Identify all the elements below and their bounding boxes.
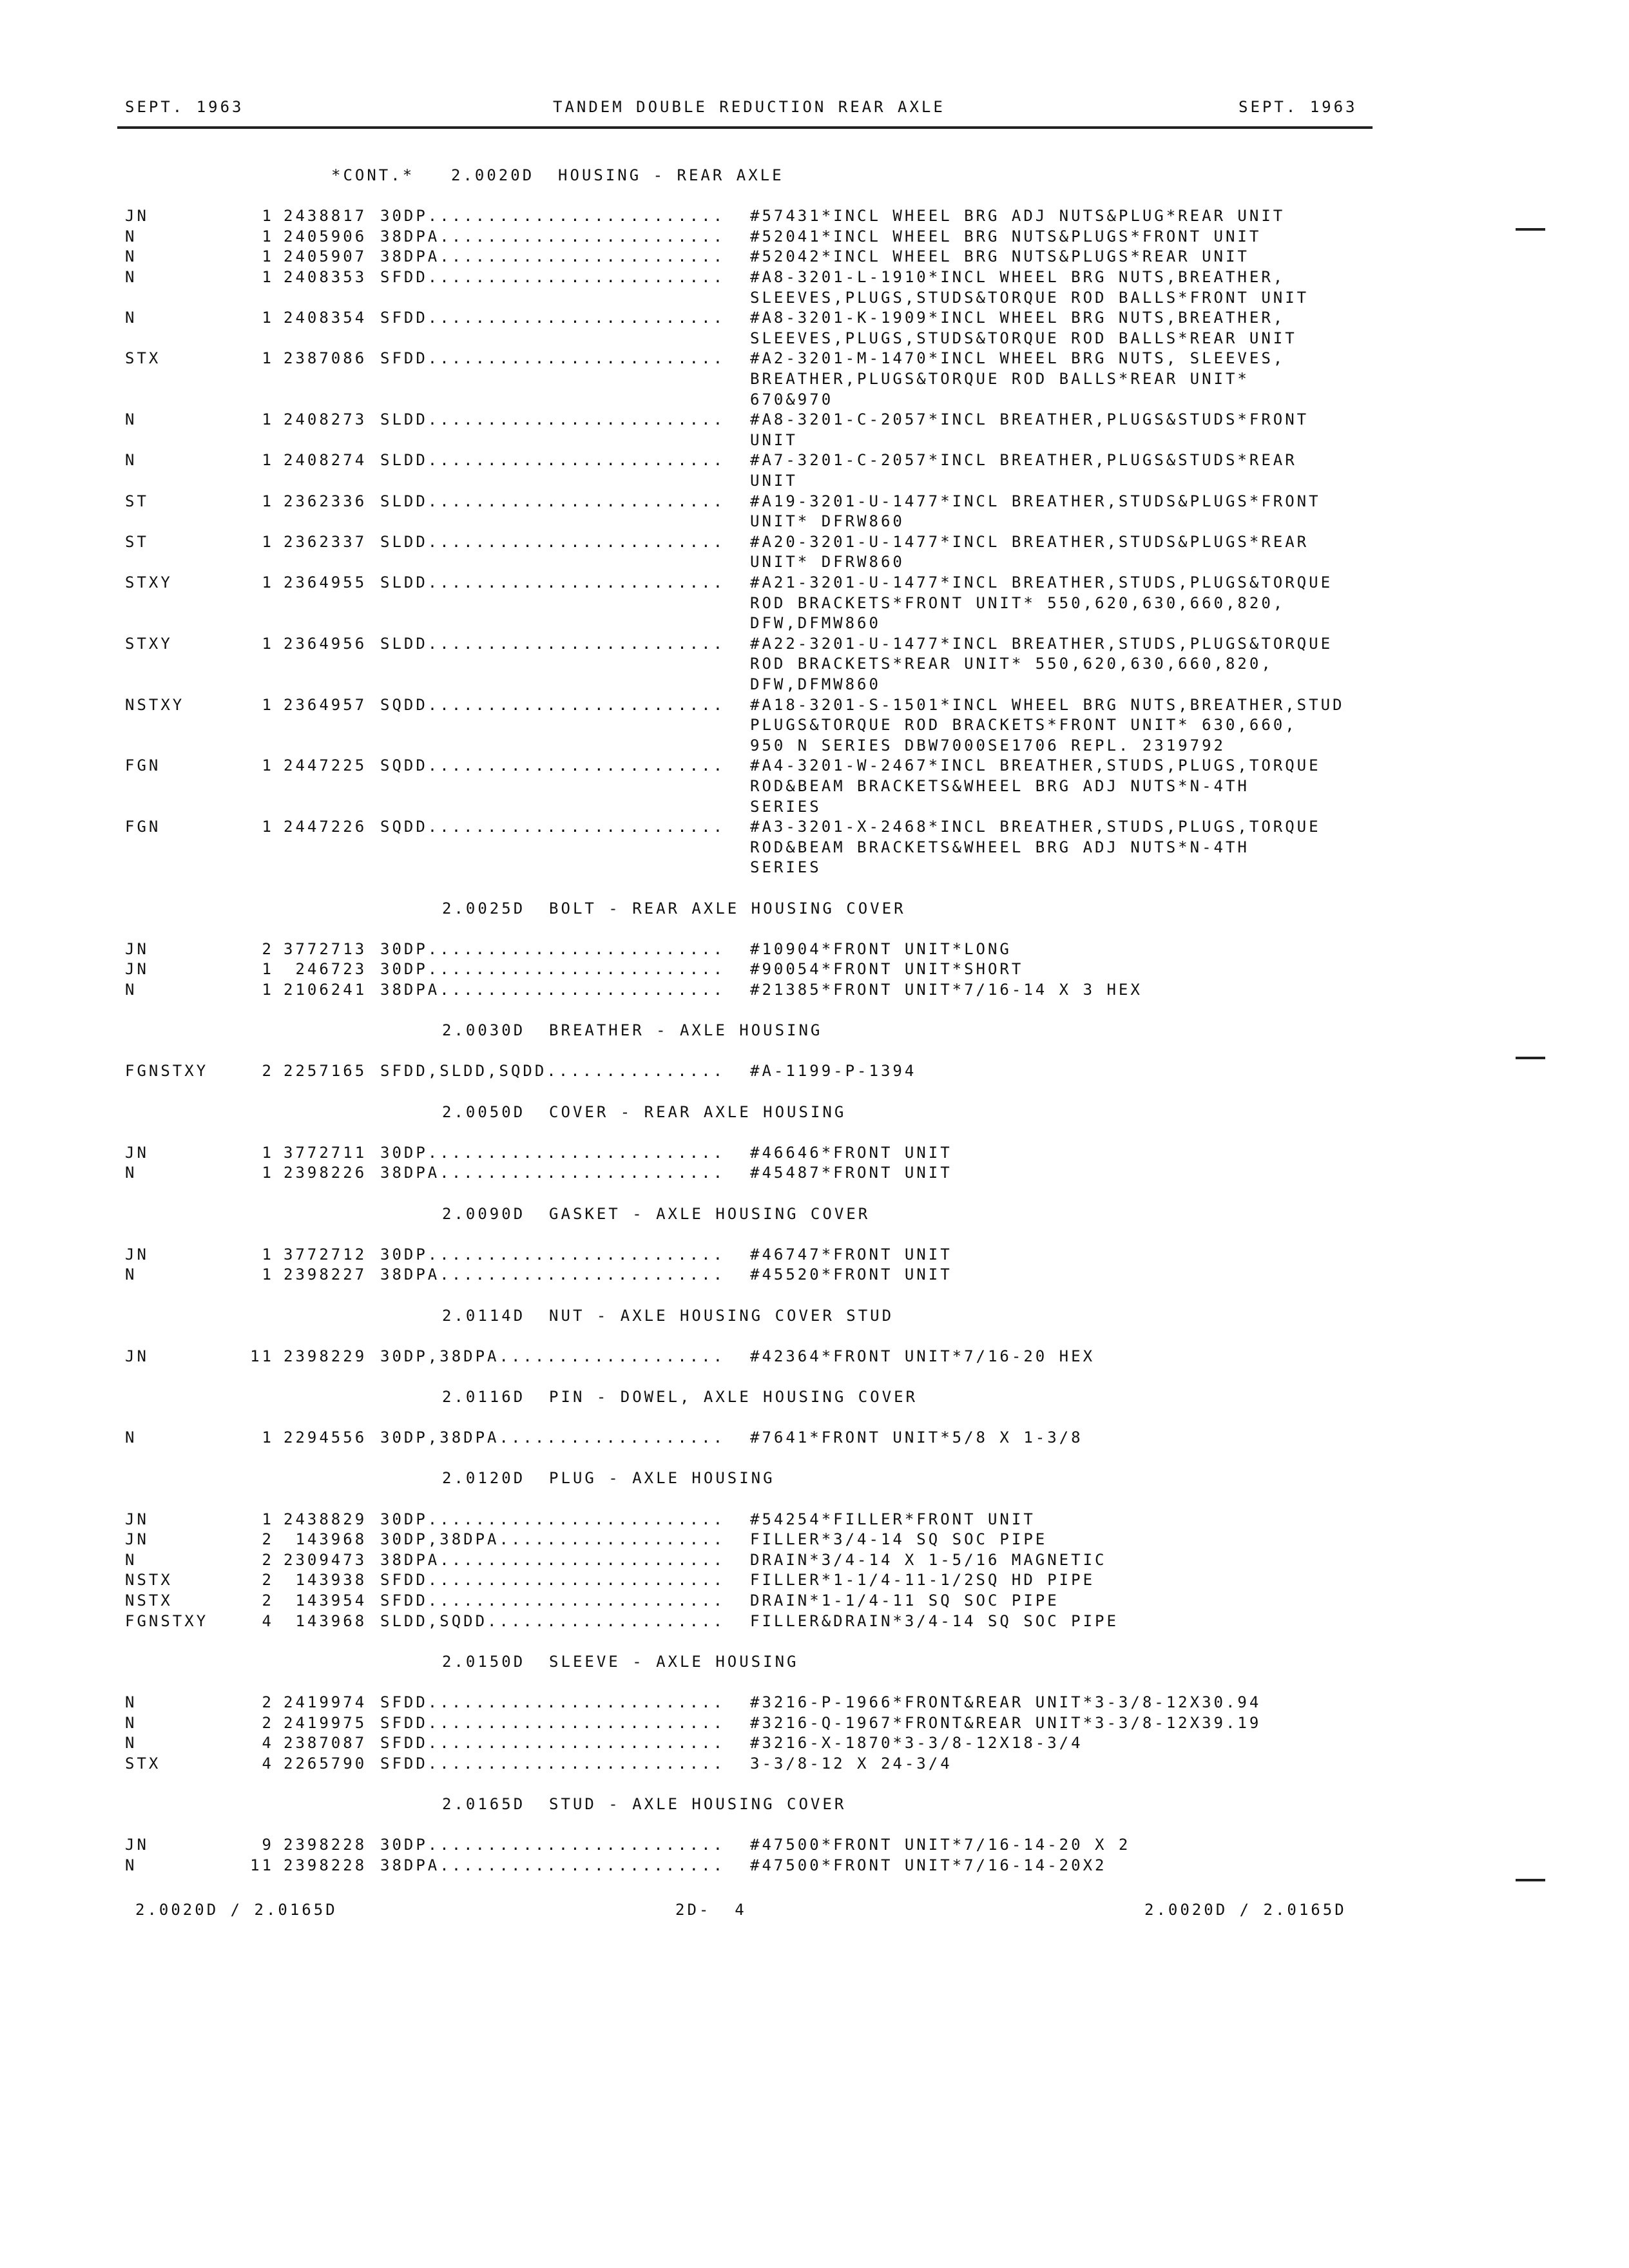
part-description-line: DRAIN*1-1/4-11 SQ SOC PIPE bbox=[750, 1591, 1059, 1610]
model-applicability: 38DPA........................ bbox=[380, 1265, 726, 1284]
part-entry-row bbox=[0, 1346, 1629, 1367]
series-code: N bbox=[125, 1734, 137, 1753]
part-entry-row bbox=[0, 1427, 1629, 1448]
part-description-line: #A3-3201-X-2468*INCL BREATHER,STUDS,PLUGS,TORQUE bbox=[750, 818, 1321, 836]
part-number: 143938 bbox=[284, 1571, 367, 1590]
part-description-line: DRAIN*3/4-14 X 1-5/16 MAGNETIC bbox=[750, 1550, 1107, 1569]
model-applicability: 30DP......................... bbox=[380, 939, 726, 958]
part-entry-continuation bbox=[0, 857, 1629, 878]
part-description-line: #A19-3201-U-1477*INCL BREATHER,STUDS&PLUGS*FRONT bbox=[750, 492, 1321, 510]
model-applicability: SFDD......................... bbox=[380, 1713, 726, 1732]
model-applicability: SLDD......................... bbox=[380, 573, 726, 591]
part-description-line: #21385*FRONT UNIT*7/16-14 X 3 HEX bbox=[750, 981, 1142, 999]
model-applicability: SFDD......................... bbox=[380, 1754, 726, 1773]
section-heading: 2.0114D NUT - AXLE HOUSING COVER STUD bbox=[442, 1306, 894, 1325]
part-description-line: DFW,DFMW860 bbox=[750, 675, 881, 693]
quantity: 9 bbox=[262, 1836, 274, 1854]
series-code: NSTX bbox=[125, 1571, 173, 1590]
part-number: 2364956 bbox=[284, 634, 367, 653]
quantity: 2 bbox=[262, 1550, 274, 1569]
part-description-line: #A20-3201-U-1477*INCL BREATHER,STUDS&PLUGS*REAR bbox=[750, 532, 1309, 551]
quantity: 1 bbox=[262, 960, 274, 979]
part-description-line: BREATHER,PLUGS&TORQUE ROD BALLS*REAR UNIT* bbox=[750, 370, 1249, 388]
part-entry-row bbox=[0, 572, 1629, 593]
section-heading-row bbox=[0, 165, 1629, 186]
series-code: NSTX bbox=[125, 1591, 173, 1610]
quantity: 4 bbox=[262, 1734, 274, 1753]
quantity: 1 bbox=[262, 532, 274, 551]
quantity: 1 bbox=[262, 1510, 274, 1528]
header-title: TANDEM DOUBLE REDUCTION REAR AXLE bbox=[553, 98, 945, 116]
model-applicability: 30DP,38DPA................... bbox=[380, 1347, 726, 1365]
part-number: 2408273 bbox=[284, 410, 367, 429]
part-entry-continuation bbox=[0, 593, 1629, 613]
part-description-line: #A4-3201-W-2467*INCL BREATHER,STUDS,PLUGS,TORQUE bbox=[750, 756, 1321, 775]
quantity: 2 bbox=[262, 1062, 274, 1081]
quantity: 1 bbox=[262, 818, 274, 836]
part-entry-row bbox=[0, 1713, 1629, 1733]
model-applicability: 30DP......................... bbox=[380, 1245, 726, 1264]
part-description-line: #46747*FRONT UNIT bbox=[750, 1245, 952, 1264]
part-description-line: #3216-Q-1967*FRONT&REAR UNIT*3-3/8-12X39.19 bbox=[750, 1713, 1262, 1732]
series-code: N bbox=[125, 309, 137, 327]
model-applicability: 38DPA........................ bbox=[380, 247, 726, 266]
part-number: 3772713 bbox=[284, 939, 367, 958]
part-number: 2408354 bbox=[284, 309, 367, 327]
part-entry-row bbox=[0, 1529, 1629, 1550]
series-code: JN bbox=[125, 1347, 149, 1365]
part-entry-continuation bbox=[0, 470, 1629, 491]
part-entry-row bbox=[0, 1733, 1629, 1753]
part-number: 143968 bbox=[284, 1611, 367, 1630]
model-applicability: 30DP......................... bbox=[380, 960, 726, 979]
part-number: 2438817 bbox=[284, 207, 367, 226]
part-description-line: #A-1199-P-1394 bbox=[750, 1062, 917, 1081]
footer-range-left: 2.0020D / 2.0165D bbox=[135, 1901, 338, 1919]
part-number: 2265790 bbox=[284, 1754, 367, 1773]
section-heading: 2.0116D PIN - DOWEL, AXLE HOUSING COVER bbox=[442, 1388, 918, 1406]
part-description-line: ROD BRACKETS*FRONT UNIT* 550,620,630,660,820, bbox=[750, 593, 1286, 612]
series-code: JN bbox=[125, 1510, 149, 1528]
margin-tick-mark bbox=[1516, 228, 1545, 231]
series-code: FGN bbox=[125, 818, 161, 836]
model-applicability: 38DPA........................ bbox=[380, 1164, 726, 1182]
quantity: 1 bbox=[262, 410, 274, 429]
header-date-left: SEPT. 1963 bbox=[125, 98, 244, 116]
part-entry-continuation bbox=[0, 552, 1629, 572]
part-entry-continuation bbox=[0, 776, 1629, 796]
series-code: N bbox=[125, 1428, 137, 1447]
part-number: 2387087 bbox=[284, 1734, 367, 1753]
model-applicability: SLDD......................... bbox=[380, 492, 726, 510]
part-number: 2398228 bbox=[284, 1836, 367, 1854]
part-entry-row bbox=[0, 939, 1629, 959]
quantity: 1 bbox=[262, 207, 274, 226]
part-entry-continuation bbox=[0, 511, 1629, 532]
series-code: N bbox=[125, 268, 137, 286]
part-entry-row bbox=[0, 633, 1629, 654]
part-entry-row bbox=[0, 409, 1629, 430]
series-code: ST bbox=[125, 532, 149, 551]
model-applicability: 30DP......................... bbox=[380, 1143, 726, 1162]
quantity: 1 bbox=[262, 756, 274, 775]
part-description-line: UNIT* DFRW860 bbox=[750, 553, 905, 572]
header-rule bbox=[117, 126, 1373, 129]
part-entry-row bbox=[0, 1834, 1629, 1855]
quantity: 2 bbox=[262, 1591, 274, 1610]
section-heading-row bbox=[0, 1020, 1629, 1041]
part-entry-row bbox=[0, 1611, 1629, 1631]
quantity: 4 bbox=[262, 1754, 274, 1773]
part-description-line: #47500*FRONT UNIT*7/16-14-20 X 2 bbox=[750, 1836, 1131, 1854]
series-code: FGN bbox=[125, 756, 161, 775]
part-description-line: 950 N SERIES DBW7000SE1706 REPL. 2319792 bbox=[750, 736, 1226, 754]
part-entry-continuation bbox=[0, 389, 1629, 410]
part-entry-continuation bbox=[0, 796, 1629, 817]
part-description-line: UNIT* DFRW860 bbox=[750, 512, 905, 531]
quantity: 2 bbox=[262, 1693, 274, 1711]
section-heading: 2.0120D PLUG - AXLE HOUSING bbox=[442, 1469, 775, 1488]
part-entry-row bbox=[0, 1855, 1629, 1876]
part-number: 2294556 bbox=[284, 1428, 367, 1447]
part-number: 2398227 bbox=[284, 1265, 367, 1284]
part-description-line: #46646*FRONT UNIT bbox=[750, 1143, 952, 1162]
part-number: 2106241 bbox=[284, 981, 367, 999]
series-code: N bbox=[125, 247, 137, 266]
part-description-line: #A2-3201-M-1470*INCL WHEEL BRG NUTS, SLEEVES, bbox=[750, 349, 1286, 368]
model-applicability: SFDD......................... bbox=[380, 309, 726, 327]
part-number: 2398229 bbox=[284, 1347, 367, 1365]
part-number: 2362336 bbox=[284, 492, 367, 510]
part-entry-row bbox=[0, 1244, 1629, 1265]
part-entry-continuation bbox=[0, 674, 1629, 695]
part-entry-row bbox=[0, 491, 1629, 512]
part-description-line: SERIES bbox=[750, 858, 822, 877]
part-description-line: SLEEVES,PLUGS,STUDS&TORQUE ROD BALLS*FRONT UNIT bbox=[750, 288, 1309, 307]
quantity: 1 bbox=[262, 573, 274, 591]
section-heading-row bbox=[0, 1794, 1629, 1814]
part-entry-row bbox=[0, 532, 1629, 552]
part-entry-row bbox=[0, 206, 1629, 226]
part-entry-continuation bbox=[0, 369, 1629, 389]
quantity: 11 bbox=[250, 1856, 274, 1874]
part-number: 2398226 bbox=[284, 1164, 367, 1182]
part-description-line: 670&970 bbox=[750, 390, 834, 408]
part-description-line: #42364*FRONT UNIT*7/16-20 HEX bbox=[750, 1347, 1095, 1365]
part-entry-row bbox=[0, 695, 1629, 715]
model-applicability: 38DPA........................ bbox=[380, 227, 726, 245]
model-applicability: SLDD......................... bbox=[380, 634, 726, 653]
part-number: 2257165 bbox=[284, 1062, 367, 1081]
part-description-line: UNIT bbox=[750, 472, 798, 490]
section-heading-row bbox=[0, 1305, 1629, 1326]
quantity: 1 bbox=[262, 1245, 274, 1264]
model-applicability: 38DPA........................ bbox=[380, 1856, 726, 1874]
series-code: N bbox=[125, 1164, 137, 1182]
quantity: 1 bbox=[262, 268, 274, 286]
part-entry-row bbox=[0, 1570, 1629, 1590]
part-description-line: FILLER*1-1/4-11-1/2SQ HD PIPE bbox=[750, 1571, 1095, 1590]
quantity: 1 bbox=[262, 981, 274, 999]
part-description-line: DFW,DFMW860 bbox=[750, 614, 881, 633]
section-heading-row bbox=[0, 1387, 1629, 1407]
part-description-line: ROD&BEAM BRACKETS&WHEEL BRG ADJ NUTS*N-4TH bbox=[750, 838, 1249, 856]
quantity: 1 bbox=[262, 634, 274, 653]
series-code: JN bbox=[125, 207, 149, 226]
model-applicability: 30DP,38DPA................... bbox=[380, 1530, 726, 1549]
part-description-line: #54254*FILLER*FRONT UNIT bbox=[750, 1510, 1036, 1528]
part-entry-continuation bbox=[0, 430, 1629, 450]
part-entry-continuation bbox=[0, 328, 1629, 349]
quantity: 1 bbox=[262, 1143, 274, 1162]
part-entry-continuation bbox=[0, 837, 1629, 858]
part-number: 2447225 bbox=[284, 756, 367, 775]
series-code: N bbox=[125, 1713, 137, 1732]
part-number: 2364955 bbox=[284, 573, 367, 591]
part-number: 2309473 bbox=[284, 1550, 367, 1569]
model-applicability: SFDD,SLDD,SQDD............... bbox=[380, 1062, 726, 1081]
quantity: 1 bbox=[262, 349, 274, 368]
part-description-line: #A21-3201-U-1477*INCL BREATHER,STUDS,PLUGS&TORQUE bbox=[750, 573, 1333, 591]
quantity: 2 bbox=[262, 1571, 274, 1590]
part-description-line: #57431*INCL WHEEL BRG ADJ NUTS&PLUG*REAR UNIT bbox=[750, 207, 1286, 226]
part-entry-continuation bbox=[0, 287, 1629, 308]
part-description-line: #45520*FRONT UNIT bbox=[750, 1265, 952, 1284]
part-description-line: #52042*INCL WHEEL BRG NUTS&PLUGS*REAR UNIT bbox=[750, 247, 1249, 266]
section-heading-row bbox=[0, 1468, 1629, 1488]
series-code: JN bbox=[125, 939, 149, 958]
part-entry-row bbox=[0, 1264, 1629, 1285]
series-code: JN bbox=[125, 1836, 149, 1854]
part-entry-row bbox=[0, 1590, 1629, 1611]
part-entry-row bbox=[0, 1753, 1629, 1774]
section-heading: 2.0020D HOUSING - REAR AXLE bbox=[451, 166, 784, 184]
part-entry-row bbox=[0, 959, 1629, 979]
section-heading-row bbox=[0, 1204, 1629, 1224]
quantity: 1 bbox=[262, 1428, 274, 1447]
part-description-line: #3216-X-1870*3-3/8-12X18-3/4 bbox=[750, 1734, 1083, 1753]
model-applicability: SFDD......................... bbox=[380, 1571, 726, 1590]
part-entry-row bbox=[0, 816, 1629, 837]
series-code: STXY bbox=[125, 573, 173, 591]
part-number: 3772711 bbox=[284, 1143, 367, 1162]
series-code: JN bbox=[125, 1143, 149, 1162]
series-code: N bbox=[125, 1693, 137, 1711]
part-description-line: SERIES bbox=[750, 797, 822, 816]
part-entry-continuation bbox=[0, 653, 1629, 674]
part-number: 2405907 bbox=[284, 247, 367, 266]
part-description-line: #3216-P-1966*FRONT&REAR UNIT*3-3/8-12X30.94 bbox=[750, 1693, 1262, 1711]
series-code: FGNSTXY bbox=[125, 1611, 209, 1630]
series-code: N bbox=[125, 1265, 137, 1284]
part-entry-continuation bbox=[0, 715, 1629, 735]
series-code: N bbox=[125, 451, 137, 470]
model-applicability: 30DP......................... bbox=[380, 207, 726, 226]
quantity: 1 bbox=[262, 1265, 274, 1284]
model-applicability: SLDD......................... bbox=[380, 410, 726, 429]
series-code: N bbox=[125, 410, 137, 429]
part-number: 2419974 bbox=[284, 1693, 367, 1711]
part-description-line: UNIT bbox=[750, 430, 798, 449]
part-description-line: #90054*FRONT UNIT*SHORT bbox=[750, 960, 1024, 979]
section-heading: 2.0165D STUD - AXLE HOUSING COVER bbox=[442, 1795, 847, 1813]
part-number: 2419975 bbox=[284, 1713, 367, 1732]
part-entry-row bbox=[0, 450, 1629, 470]
model-applicability: SFDD......................... bbox=[380, 1693, 726, 1711]
part-number: 143968 bbox=[284, 1530, 367, 1549]
continued-note: *CONT.* bbox=[331, 166, 415, 184]
part-entry-row bbox=[0, 755, 1629, 776]
quantity: 1 bbox=[262, 695, 274, 714]
quantity: 2 bbox=[262, 1530, 274, 1549]
part-description-line: #52041*INCL WHEEL BRG NUTS&PLUGS*FRONT UNIT bbox=[750, 227, 1262, 245]
series-code: N bbox=[125, 981, 137, 999]
model-applicability: 38DPA........................ bbox=[380, 981, 726, 999]
series-code: JN bbox=[125, 1530, 149, 1549]
model-applicability: SFDD......................... bbox=[380, 268, 726, 286]
part-description-line: FILLER&DRAIN*3/4-14 SQ SOC PIPE bbox=[750, 1611, 1119, 1630]
series-code: STXY bbox=[125, 634, 173, 653]
part-description-line: #45487*FRONT UNIT bbox=[750, 1164, 952, 1182]
model-applicability: SQDD......................... bbox=[380, 695, 726, 714]
model-applicability: SFDD......................... bbox=[380, 1734, 726, 1753]
footer-range-right: 2.0020D / 2.0165D bbox=[1144, 1901, 1347, 1919]
quantity: 1 bbox=[262, 1164, 274, 1182]
part-number: 2405906 bbox=[284, 227, 367, 245]
part-entry-row bbox=[0, 1692, 1629, 1713]
margin-tick-mark bbox=[1516, 1879, 1545, 1881]
series-code: STX bbox=[125, 349, 161, 368]
part-entry-row bbox=[0, 348, 1629, 369]
quantity: 4 bbox=[262, 1611, 274, 1630]
model-applicability: SQDD......................... bbox=[380, 818, 726, 836]
part-description-line: PLUGS&TORQUE ROD BRACKETS*FRONT UNIT* 630,660, bbox=[750, 716, 1297, 735]
part-description-line: #A7-3201-C-2057*INCL BREATHER,PLUGS&STUDS*REAR bbox=[750, 451, 1297, 470]
part-number: 3772712 bbox=[284, 1245, 367, 1264]
quantity: 2 bbox=[262, 1713, 274, 1732]
header-date-right: SEPT. 1963 bbox=[1239, 98, 1358, 116]
part-entry-row bbox=[0, 1061, 1629, 1081]
quantity: 2 bbox=[262, 939, 274, 958]
section-heading-row bbox=[0, 1102, 1629, 1122]
part-entry-row bbox=[0, 1509, 1629, 1530]
part-number: 2408353 bbox=[284, 268, 367, 286]
model-applicability: SLDD,SQDD.................... bbox=[380, 1611, 726, 1630]
series-code: STX bbox=[125, 1754, 161, 1773]
quantity: 1 bbox=[262, 451, 274, 470]
part-description-line: 3-3/8-12 X 24-3/4 bbox=[750, 1754, 952, 1773]
quantity: 1 bbox=[262, 227, 274, 245]
section-heading: 2.0150D SLEEVE - AXLE HOUSING bbox=[442, 1652, 799, 1671]
footer-page-number: 2D- 4 bbox=[675, 1901, 747, 1919]
section-heading: 2.0090D GASKET - AXLE HOUSING COVER bbox=[442, 1204, 871, 1223]
model-applicability: SFDD......................... bbox=[380, 1591, 726, 1610]
series-code: JN bbox=[125, 960, 149, 979]
series-code: JN bbox=[125, 1245, 149, 1264]
part-description-line: FILLER*3/4-14 SQ SOC PIPE bbox=[750, 1530, 1048, 1549]
part-number: 246723 bbox=[284, 960, 367, 979]
part-number: 2362337 bbox=[284, 532, 367, 551]
part-entry-row bbox=[0, 246, 1629, 267]
quantity: 1 bbox=[262, 309, 274, 327]
part-entry-continuation bbox=[0, 735, 1629, 756]
part-description-line: ROD&BEAM BRACKETS&WHEEL BRG ADJ NUTS*N-4TH bbox=[750, 777, 1249, 795]
section-heading-row bbox=[0, 1651, 1629, 1672]
part-entry-row bbox=[0, 267, 1629, 287]
part-description-line: #47500*FRONT UNIT*7/16-14-20X2 bbox=[750, 1856, 1107, 1874]
part-number: 2398228 bbox=[284, 1856, 367, 1874]
model-applicability: 38DPA........................ bbox=[380, 1550, 726, 1569]
series-code: NSTXY bbox=[125, 695, 185, 714]
part-entry-row bbox=[0, 307, 1629, 328]
part-description-line: #A8-3201-L-1910*INCL WHEEL BRG NUTS,BREATHER, bbox=[750, 268, 1286, 286]
series-code: N bbox=[125, 227, 137, 245]
model-applicability: 30DP......................... bbox=[380, 1836, 726, 1854]
part-description-line: #7641*FRONT UNIT*5/8 X 1-3/8 bbox=[750, 1428, 1083, 1447]
quantity: 1 bbox=[262, 492, 274, 510]
series-code: ST bbox=[125, 492, 149, 510]
model-applicability: SFDD......................... bbox=[380, 349, 726, 368]
series-code: N bbox=[125, 1550, 137, 1569]
section-heading: 2.0050D COVER - REAR AXLE HOUSING bbox=[442, 1102, 847, 1121]
part-entry-continuation bbox=[0, 613, 1629, 633]
part-description-line: SLEEVES,PLUGS,STUDS&TORQUE ROD BALLS*REAR UNIT bbox=[750, 329, 1297, 347]
part-description-line: #A8-3201-C-2057*INCL BREATHER,PLUGS&STUDS*FRONT bbox=[750, 410, 1309, 429]
model-applicability: SLDD......................... bbox=[380, 451, 726, 470]
model-applicability: SLDD......................... bbox=[380, 532, 726, 551]
margin-tick-mark bbox=[1516, 1057, 1545, 1059]
model-applicability: 30DP......................... bbox=[380, 1510, 726, 1528]
section-heading: 2.0030D BREATHER - AXLE HOUSING bbox=[442, 1021, 823, 1040]
part-number: 2408274 bbox=[284, 451, 367, 470]
part-description-line: #A18-3201-S-1501*INCL WHEEL BRG NUTS,BREATHER,STUD bbox=[750, 695, 1345, 714]
part-number: 2387086 bbox=[284, 349, 367, 368]
part-description-line: ROD BRACKETS*REAR UNIT* 550,620,630,660,820, bbox=[750, 655, 1273, 673]
part-number: 2447226 bbox=[284, 818, 367, 836]
part-entry-row bbox=[0, 979, 1629, 1000]
part-entry-row bbox=[0, 226, 1629, 247]
section-heading: 2.0025D BOLT - REAR AXLE HOUSING COVER bbox=[442, 899, 906, 918]
part-description-line: #A22-3201-U-1477*INCL BREATHER,STUDS,PLUGS&TORQUE bbox=[750, 634, 1333, 653]
part-number: 143954 bbox=[284, 1591, 367, 1610]
part-description-line: #10904*FRONT UNIT*LONG bbox=[750, 939, 1012, 958]
series-code: N bbox=[125, 1856, 137, 1874]
part-number: 2438829 bbox=[284, 1510, 367, 1528]
quantity: 11 bbox=[250, 1347, 274, 1365]
model-applicability: SQDD......................... bbox=[380, 756, 726, 775]
part-entry-row bbox=[0, 1550, 1629, 1570]
series-code: FGNSTXY bbox=[125, 1062, 209, 1081]
part-description-line: #A8-3201-K-1909*INCL WHEEL BRG NUTS,BREATHER, bbox=[750, 309, 1286, 327]
section-heading-row bbox=[0, 898, 1629, 919]
model-applicability: 30DP,38DPA................... bbox=[380, 1428, 726, 1447]
part-number: 2364957 bbox=[284, 695, 367, 714]
part-entry-row bbox=[0, 1142, 1629, 1163]
quantity: 1 bbox=[262, 247, 274, 266]
part-entry-row bbox=[0, 1162, 1629, 1183]
